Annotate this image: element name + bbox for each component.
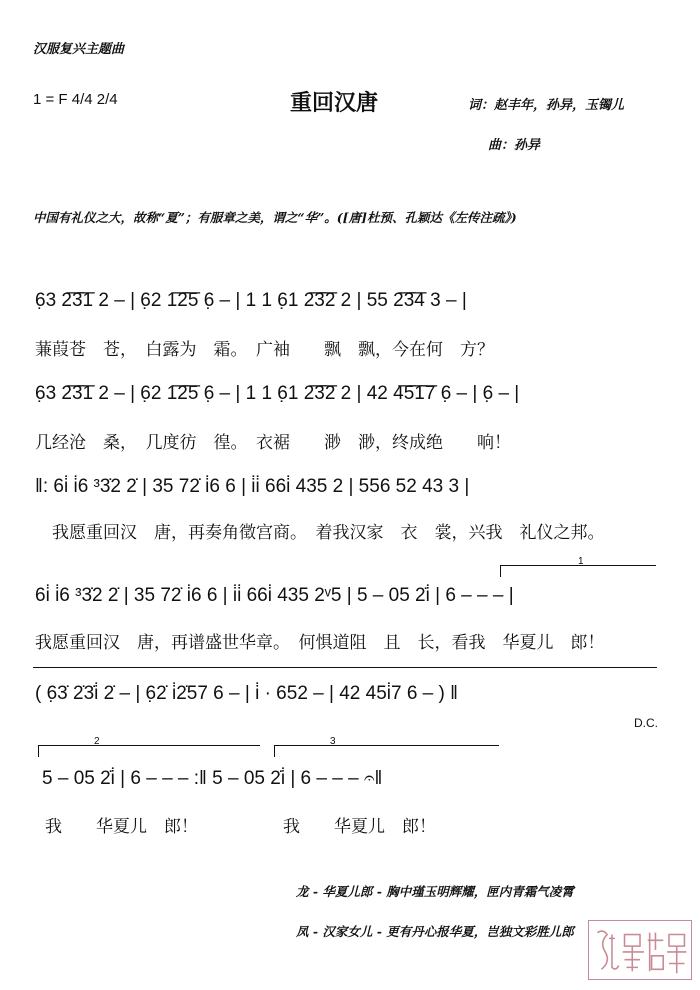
lyric-line-4: 我愿重回汉 唐，再谱盛世华章。 何惧道阻 且 长，看我 华夏儿 郎！ bbox=[35, 633, 605, 653]
volta-2-hook bbox=[38, 745, 39, 757]
volta-1-hook bbox=[500, 565, 501, 577]
volta-3-number: 3 bbox=[330, 736, 336, 747]
composer-credit: 曲：孙异 bbox=[488, 138, 541, 153]
footer-line-phoenix: 凤 - 汉家女儿 - 更有丹心报华夏，岂独文彩胜儿郎 bbox=[296, 924, 574, 939]
lyric-line-2: 几经沧 桑， 几度彷 徨。 衣裾 渺 渺，终成绝 响！ bbox=[35, 433, 511, 453]
lyricist-credit: 词：赵丰年，孙异，玉镯儿 bbox=[468, 98, 625, 113]
volta-1-number: 1 bbox=[578, 556, 584, 567]
da-capo-mark: D.C. bbox=[634, 716, 658, 730]
volta-3-hook bbox=[274, 745, 275, 757]
notation-line-4: 6i̇ i̇6 ³3̇2 2̇ | 35 72̇ i̇6 6 | i̇i̇ 66i̇ 435 2ᵛ5 | 5 – 05 2̇i̇ | 6 – – – | bbox=[35, 585, 514, 606]
seal-stamp bbox=[588, 920, 692, 980]
volta-2-bracket bbox=[38, 745, 260, 746]
notation-line-1: 6̣3 2͞3͞1 2 – | 6̣2 1͞2͞5 6̣ – | 1 1 6̣1 2͞3͞2 2 | 55 2͞3͞4 3 – | bbox=[35, 290, 467, 311]
lyric-line-6: 我 华夏儿 郎！ 我 华夏儿 郎！ bbox=[45, 817, 436, 837]
subtitle: 汉服复兴主题曲 bbox=[33, 42, 125, 57]
interlude-rule bbox=[33, 667, 657, 668]
epigraph-quote: 中国有礼仪之大，故称“夏”；有服章之美，谓之“华”。([唐]杜预、孔颖达《左传注疏》) bbox=[33, 210, 517, 225]
notation-line-6: 5 – 05 2̇i̇ | 6 – – – :‖ 5 – 05 2̇i̇ | 6 – – – 𝄐‖ bbox=[42, 768, 383, 789]
notation-line-3: ‖: 6i̇ i̇6 ³3̇2 2̇ | 35 72̇ i̇6 6 | i̇i̇ 66i̇ 435 2 | 556 52 43 3 | bbox=[35, 476, 470, 497]
notation-line-5: ( 6̣3̇ 2̇3̇i̇ 2̇ – | 6̣2̇ i̇2̇57 6 – | i̇ · 652 – | 42 45i̇7 6 – ) ‖ bbox=[35, 683, 458, 704]
song-title: 重回汉唐 bbox=[290, 90, 379, 116]
volta-3-bracket bbox=[274, 745, 499, 746]
key-signature: 1 = F 4/4 2/4 bbox=[33, 91, 118, 108]
lyric-line-3: 我愿重回汉 唐，再奏角徵宫商。 着我汉家 衣 裳，兴我 礼仪之邦。 bbox=[52, 523, 605, 543]
lyric-line-1: 蒹葭苍 苍， 白露为 霜。 广袖 飘 飘，今在何 方？ bbox=[35, 340, 494, 360]
volta-2-number: 2 bbox=[94, 736, 100, 747]
footer-line-dragon: 龙 - 华夏儿郎 - 胸中瑾玉明辉耀，匣内青霜气凌霄 bbox=[296, 884, 574, 899]
seal-stamp-graphic bbox=[589, 921, 691, 979]
notation-line-2: 6̣3 2͞3͞1 2 – | 6̣2 1͞2͞5 6̣ – | 1 1 6̣1 2͞3͞2 2 | 42 4͞5͞1͞7 6̣ – | 6̣ – | bbox=[35, 383, 520, 404]
